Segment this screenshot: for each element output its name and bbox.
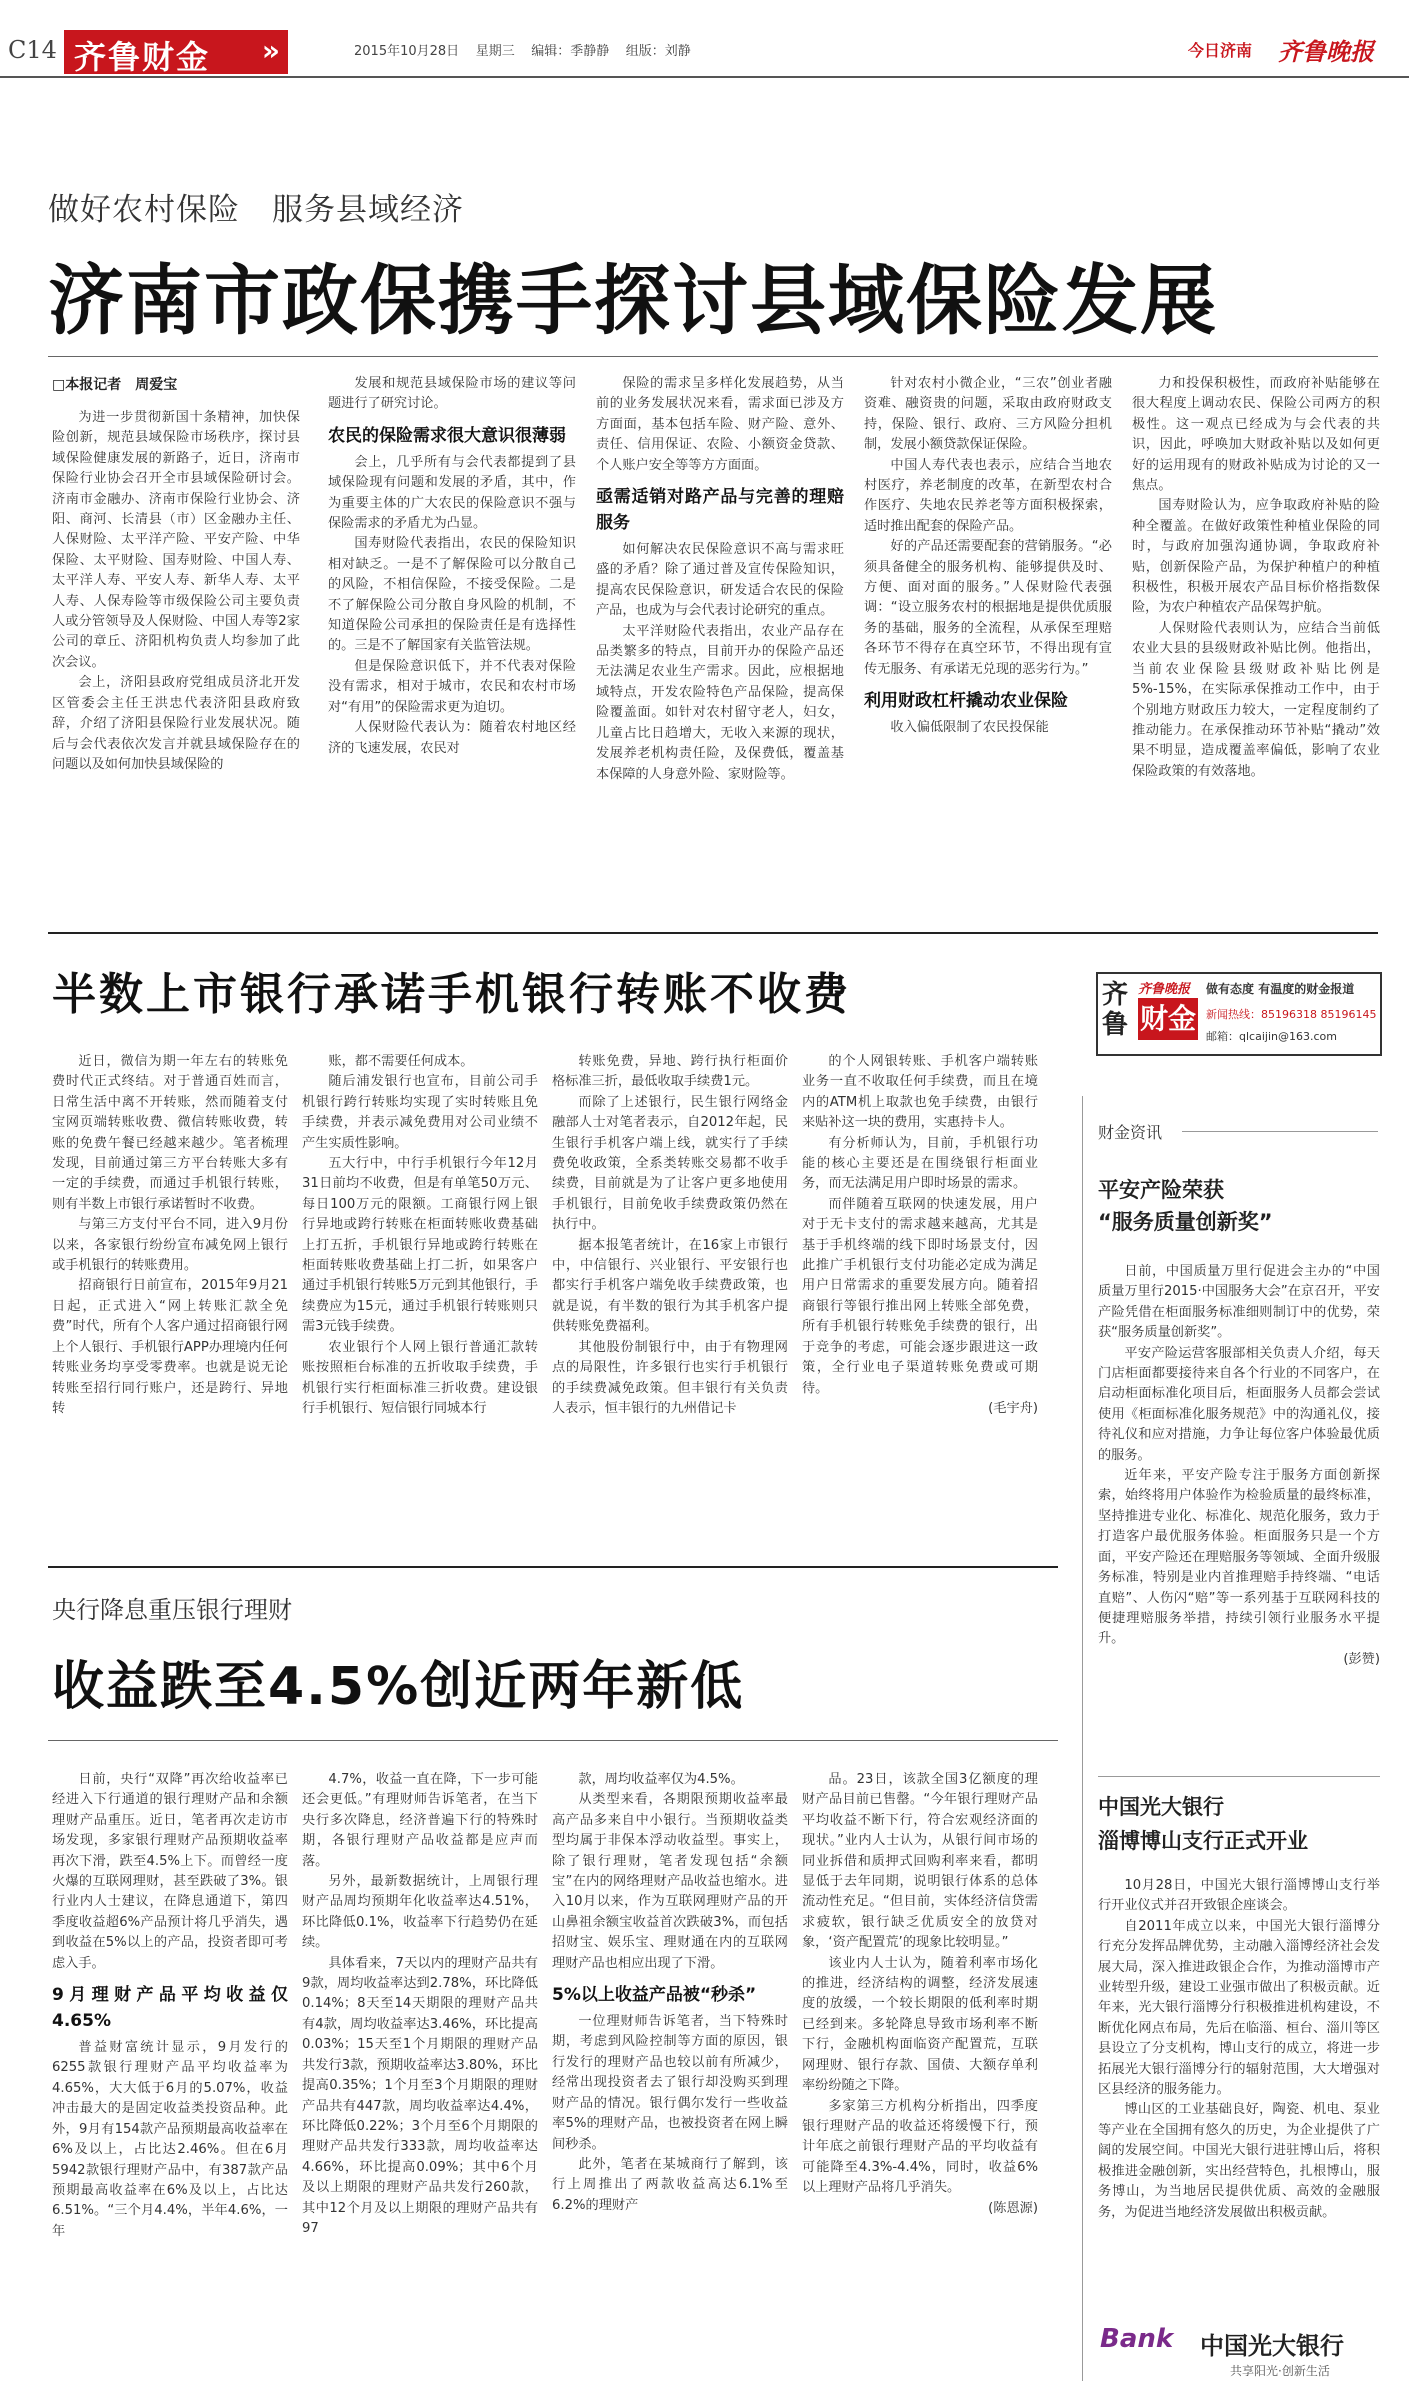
paragraph: 据本报笔者统计，在16家上市银行中，中信银行、兴业银行、平安银行也都实行手机客户端免收手续费政策，也就是说，有半数的银行为其手机客户提供转账免费福利。 — [552, 1237, 788, 1335]
sidebar-section — [1098, 1120, 1378, 1143]
paragraph: 一位理财师告诉笔者，当下特殊时期，考虑到风险控制等方面的原因，银行发行的理财产品也较以前有所减少，经常出现投资者去了银行却没购买到理财产品的情况。银行偶尔发行一些收益率5%的理财产品，也被投资者在网上瞬间秒杀。 — [552, 2014, 788, 2152]
article2-col-3 — [552, 1052, 788, 1552]
paragraph: 转账免费，异地、跨行执行柜面价格标准三折，最低收取手续费1元。 — [552, 1054, 788, 1090]
paragraph: 具体看来，7天以内的理财产品共有9款，周均收益率达到2.78%，环比降低0.14%；8天至14天期限的理财产品共有4款，周均收益率达3.46%，环比提高0.03%；15天至1个月期限的理财产品共发行3款，预期收益率达3.80%，环比提高0.35%；1个月至3个月期限的理财产品共有447款，周均收益率达4.4%，环比降低0.22%；3个月至6个月期限的理财产品共发行333款，周均收益率达4.66%，环比提高0.09%；其中6个月及以上期限的理财产品共发行260款，其中12个月及以上期限的理财产品共有97 — [302, 1955, 538, 2236]
promo-name-2: 鲁 — [1102, 1010, 1129, 1040]
author-signature: (彭赞) — [1343, 1651, 1380, 1667]
article2-col-4 — [802, 1052, 1038, 1552]
page-number: C14 — [8, 36, 57, 64]
sidebar-item1-body — [1098, 1262, 1380, 1762]
item2-title-line1: 中国光大银行 — [1098, 1795, 1224, 1819]
paragraph: 自2011年成立以来，中国光大银行淄博分行充分发挥品牌优势，主动融入淄博经济社会发展大局，深入推进政银企合作，为推动淄博市产业转型升级，建设工业强市做出了积极贡献。近年来，光大银行淄博分行积极推进机构建设，不断优化网点布局，先后在临淄、桓台、淄川等区县设立了分支机构，博山支行的成立，将进一步拓展光大银行淄博分行的辐射范围，大大增强对区县经济的服务能力。 — [1098, 1918, 1380, 2098]
sidebar-divider — [1082, 1096, 1083, 2381]
promo-tag: 财金 — [1138, 998, 1198, 1040]
paragraph: 招商银行日前宣布，2015年9月21日起，正式进入“网上转账汇款全免费”时代，所有个人客户通过招商银行网上个人银行、手机银行APP办理境内任何转账业务均享受零费率。也就是说无论转账至招行同行账户，还是跨行、异地转 — [52, 1278, 288, 1416]
article3-rule — [48, 1740, 1058, 1741]
paragraph: 随后浦发银行也宣布，目前公司手机银行跨行转账均实现了实时转账且免手续费，并表示减免费用对公司业绩不产生实质性影响。 — [302, 1074, 538, 1151]
article1-col-5 — [1132, 374, 1380, 920]
promo-box — [1096, 972, 1382, 1056]
bank-logo-prefix: Bank — [1100, 2324, 1174, 2354]
item1-title-line2: “服务质量创新奖” — [1098, 1210, 1273, 1234]
promo-slogan-1: 做有态度 — [1206, 982, 1255, 996]
sidebar-item-divider — [1098, 1776, 1380, 1777]
paragraph: 保险的需求呈多样化发展趋势，从当前的业务发展状况来看，需求面已涉及方方面面，基本包括车险、财产险、意外、责任、信用保证、农险、小额资金贷款、个人账户安全等等方方面面。 — [596, 376, 844, 473]
issue-date: 2015年10月28日 — [354, 44, 460, 59]
paragraph: 但是保险意识低下，并不代表对保险没有需求，相对于城市，农民和农村市场对“有用”的保险需求更为迫切。 — [328, 658, 576, 715]
item2-title-line2: 淄博博山支行正式开业 — [1098, 1829, 1308, 1853]
article1-col-2 — [328, 374, 576, 920]
paragraph: 与第三方支付平台不同，进入9月份以来，各家银行纷纷宣布减免网上银行或手机银行的转账费用。 — [52, 1217, 288, 1274]
article1-col-3 — [596, 374, 844, 920]
paragraph: 此外，笔者在某城商行了解到，该行上周推出了两款收益高达6.1%至6.2%的理财产 — [552, 2156, 788, 2213]
paragraph: 发展和规范县域保险市场的建议等问题进行了研究讨论。 — [328, 376, 576, 412]
hotline-number: 85196318 85196145 — [1261, 1008, 1377, 1021]
mail-address: qlcaijin@163.com — [1239, 1030, 1337, 1043]
date-line — [354, 40, 691, 59]
section-title: 齐鲁财金 — [74, 38, 211, 76]
paragraph: 中国人寿代表也表示，应结合当地农村医疗，养老制度的改革，在新型农村合作医疗、失地农民养老等方面积极探索，适时推出配套的保险产品。 — [864, 457, 1112, 534]
promo-name-1: 齐 — [1102, 980, 1129, 1010]
paragraph: 农业银行个人网上银行普通汇款转账按照柜台标准的五折收取手续费，手机银行实行柜面标准三折收费。建设银行手机银行、短信银行同城本行 — [302, 1339, 538, 1416]
edition-label: 今日济南 — [1188, 41, 1253, 60]
paragraph: 好的产品还需要配套的营销服务。“必须具备健全的服务机构、能够提供及时、方便、面对面的服务。”人保财险代表强调：“设立服务农村的根据地是提供优质服务的基础，服务的全流程，从承保至理赔各环节不得存在真空环节，不得出现有宣传无服务、有承诺无兑现的恶劣行为。” — [864, 539, 1112, 677]
paragraph: 国寿财险认为，应争取政府补贴的险种全覆盖。在做好政策性种植业保险的同时，与政府加强沟通协调，争取政府补贴，创新保险产品，为保护种植户的种植积极性，积极开展农产品目标价格指数保险，为农户种植农产品保驾护航。 — [1132, 498, 1380, 616]
subhead: 9月理财产品平均收益仅4.65% — [52, 1985, 288, 2032]
paper-logo: 齐鲁晚报 — [1278, 37, 1374, 66]
paragraph: 4.7%，收益一直在降，下一步可能还会更低。”有理财师告诉笔者，在当下央行多次降息，经济普遍下行的特殊时期，各银行理财产品收益都是应声而落。 — [302, 1772, 538, 1869]
mail-label: 邮箱： — [1206, 1030, 1239, 1043]
article2-headline: 半数上市银行承诺手机银行转账不收费 — [52, 969, 851, 1020]
paragraph: 有分析师认为，目前，手机银行功能的核心主要还是在围绕银行柜面业务，而无法满足用户即时场景的需求。 — [802, 1135, 1038, 1192]
paragraph: 国寿财险代表指出，农民的保险知识相对缺乏。一是不了解保险可以分散自己的风险，不相信保险，不接受保险。二是不了解保险公司分散自身风险的机制，不知道保险公司承担的保险责任是有选择性的。三是不了解国家有关监管法规。 — [328, 536, 576, 654]
paragraph: 款，周均收益率仅为4.5%。 — [578, 1772, 744, 1787]
paragraph: 会上，几乎所有与会代表都提到了县域保险现有问题和发展的矛盾，其中，作为重要主体的广大农民的保险意识不强与保险需求的矛盾尤为凸显。 — [328, 454, 576, 532]
paragraph: 近年来，平安产险专注于服务方面创新探索，始终将用户体验作为检验质量的最终标准，坚持推进专业化、标准化、规范化服务，致力于打造客户最优服务体验。柜面服务只是一个方面，平安产险还在理赔服务等领域、全面升级服务标准，特别是业内首推理赔手持终端、“电话直赔”、人伤闪“赔”等一系列基于互联网科技的便捷理赔服务举措，持续引领行业服务水平提升。 — [1098, 1468, 1380, 1647]
article1-rule — [48, 356, 1378, 357]
article1-byline: □本报记者 周爱宝 — [52, 377, 178, 393]
promo-slogan-2: 有温度的财金报道 — [1258, 982, 1355, 996]
paragraph: 如何解决农民保险意识不高与需求旺盛的矛盾？除了通过普及宣传保险知识，提高农民保险意识，研发适合农民的保险产品，也成为与会代表讨论研究的重点。 — [596, 542, 844, 619]
article1-col-1 — [52, 408, 300, 920]
sidebar-item2-body — [1098, 1876, 1380, 2316]
paragraph: 多家第三方机构分析指出，四季度银行理财产品的收益还将缓慢下行，预计年底之前银行理财产品的平均收益有可能降至4.3%-4.4%，同时，收益6%以上理财产品将几乎消失。 — [802, 2098, 1038, 2196]
paragraph: 为进一步贯彻新国十条精神，加快保险创新，规范县域保险市场秩序，探讨县域保险健康发展的新路子，近日，济南市保险行业协会召开全市县域保险研讨会。济南市金融办、济南市保险行业协会、济阳、商河、长清县（市）区金融办主任、人保财险、太平洋产险、平安产险、中华保险、太平财险、国寿财险、中国人寿、太平洋人寿、平安人寿、新华人寿、太平人寿、人保寿险等市级保险公司主要负责人或分管领导及人保财险、中国人寿等2家公司的章丘、济阳机构负责人均参加了此次会议。 — [52, 410, 300, 670]
item1-title-line1: 平安产险荣获 — [1098, 1178, 1224, 1202]
paragraph: 从类型来看，各期限预期收益率最高产品多来自中小银行。当预期收益类型均属于非保本浮动收益型。事实上，除了银行理财，笔者发现包括“余额宝”在内的网络理财产品收益也缩水。进入10月以来，作为互联网理财产品的开山鼻祖余额宝收益首次跌破3%，而包括招财宝、娱乐宝、理财通在内的互联网理财产品也相应出现了下滑。 — [552, 1792, 788, 1971]
paragraph: 而除了上述银行，民生银行网络金融部人士对笔者表示，自2012年起，民生银行手机客户端上线，就实行了手续费免收政策，全系类转账交易都不收手续费，目前就是为了让客户更多地使用手机银行，目前免收手续费政策仍然在执行中。 — [552, 1094, 788, 1233]
article3-col-4 — [802, 1770, 1038, 2380]
paragraph: 力和投保积极性，而政府补贴能够在很大程度上调动农民、保险公司两方的积极性。这一观点已经成为与会代表的共识，因此，呼唤加大财政补贴以及如何更好的运用现有的财政补贴成为讨论的又一焦点。 — [1132, 376, 1380, 494]
paragraph: 博山区的工业基础良好，陶瓷、机电、泵业等产业在全国拥有悠久的历史，为企业提供了广阔的发展空间。中国光大银行进驻博山后，将积极推进金融创新，实出经营特色，扎根博山，服务博山，为当地居民提供优质、高效的金融服务，为促进当地经济发展做出积极贡献。 — [1098, 2102, 1380, 2220]
paragraph: 品。23日，该款全国3亿额度的理财产品目前已售罄。“今年银行理财产品平均收益不断下行，符合宏观经济面的现状。”业内人士认为，从银行间市场的同业拆借和质押式回购利率来看，都明显低于去年同期，说明银行体系的总体流动性充足。“但目前，实体经济信贷需求疲软，银行缺乏优质安全的放贷对象，‘资产配置荒’的现象比较明显。” — [802, 1772, 1038, 1951]
subhead: 农民的保险需求很大意识很薄弱 — [328, 425, 566, 446]
chevron-right-icon: » — [261, 34, 280, 67]
sidebar-item2-title — [1098, 1790, 1388, 1858]
article1-kicker: 做好农村保险 服务县域经济 — [48, 192, 464, 228]
masthead-rule — [0, 76, 1409, 78]
article1-headline: 济南市政保携手探讨县域保险发展 — [48, 256, 1218, 345]
paragraph: 另外，最新数据统计，上周银行理财产品周均预期年化收益率达4.51%，环比降低0.1%，收益率下行趋势仍在延续。 — [302, 1874, 538, 1951]
sidebar-item1-title — [1098, 1174, 1388, 1238]
masthead — [0, 0, 1409, 74]
promo-paper: 齐鲁晚报 — [1138, 982, 1191, 997]
promo-slogan — [1206, 980, 1354, 997]
bank-logo-name: 中国光大银行 — [1200, 2332, 1344, 2360]
paragraph: 针对农村小微企业，“三农”创业者融资难、融资贵的问题，采取由政府财政支持，保险、银行、政府、三方风险分担机制，发展小额贷款保证保险。 — [864, 376, 1112, 453]
article2-col-1 — [52, 1052, 288, 1552]
paragraph: 收入偏低限制了农民投保能 — [890, 720, 1049, 736]
article2-bottom-rule — [48, 1566, 1058, 1568]
paragraph: 该业内人士认为，随着利率市场化的推进，经济结构的调整，经济发展速度的放缓，一个较长期限的低利率时期已经到来。多轮降息导致市场利率不断下行，金融机构面临资产配置荒，互联网理财、银行存款、国债、大额存单利率纷纷随之下降。 — [802, 1955, 1038, 2094]
promo-mail — [1206, 1028, 1337, 1044]
paragraph: 人保财险代表则认为，应结合当前低农业大县的县级财政补贴比例。他指出，当前农业保险县级财政补贴比例是5%-15%，在实际承保推动工作中，由于个别地方财政压力较大，一定程度制约了推动能力。在承保推动环节补贴“撬动”效果不明显，造成覆盖率偏低，影响了农业保险政策的有效落地。 — [1132, 620, 1380, 779]
subhead: 利用财政杠杆撬动农业保险 — [864, 691, 1068, 712]
article3-col-2 — [302, 1770, 538, 2380]
paragraph: 其他股份制银行中，由于有物理网点的局限性，许多银行也实行手机银行的手续费减免政策。但丰银行有关负责人表示，恒丰银行的九州借记卡 — [552, 1339, 788, 1416]
layout-credit: 组版：刘静 — [625, 44, 691, 59]
paragraph: 10月28日，中国光大银行淄博博山支行举行开业仪式并召开致银企座谈会。 — [1098, 1878, 1380, 1914]
article1-bottom-rule — [48, 932, 1378, 934]
article3-kicker: 央行降息重压银行理财 — [52, 1596, 292, 1624]
paragraph: 人保财险代表认为：随着农村地区经济的飞速发展，农民对 — [328, 720, 576, 756]
sidebar-section-label: 财金资讯 — [1098, 1123, 1163, 1142]
editor-credit: 编辑：季静静 — [531, 44, 610, 59]
paragraph: 账，都不需要任何成本。 — [328, 1054, 474, 1069]
author-signature: (陈恩源) — [988, 2200, 1038, 2216]
paragraph: 近日，微信为期一年左右的转账免费时代正式终结。对于普通百姓而言，日常生活中离不开转账，然而随着支付宝网页端转账收费、微信转账收费，转账的免费午餐已经越来越少。笔者梳理发现，目前通过第三方平台转账大多有一定的手续费，而通过手机银行转账，则有半数上市银行承诺暂时不收费。 — [52, 1054, 288, 1212]
paragraph: 的个人网银转账、手机客户端转账业务一直不收取任何手续费，而且在境内的ATM机上取款也免手续费，由银行来贴补这一块的费用，实惠持卡人。 — [802, 1054, 1038, 1131]
paragraph: 会上，济阳县政府党组成员济北开发区管委会主任王洪忠代表济阳县政府致辞，介绍了济阳县保险行业发展状况。随后与会代表依次发言并就县域保险存在的问题以及如何加快县域保险的 — [52, 675, 300, 772]
article3-col-1 — [52, 1770, 288, 2380]
bank-logo — [1100, 2324, 1380, 2382]
subhead: 亟需适销对路产品与完善的理赔服务 — [596, 487, 844, 534]
subhead: 5%以上收益产品被“秒杀” — [552, 1985, 757, 2006]
hotline-label: 新闻热线： — [1206, 1008, 1261, 1021]
issue-weekday: 星期三 — [475, 44, 515, 59]
author-signature: (毛宇舟) — [988, 1400, 1038, 1416]
paragraph: 五大行中，中行手机银行今年12月31日前均不收费，但是有单笔50万元、每日100万元的限额。工商银行网上银行异地或跨行转账在柜面转账收费基础上打五折，手机银行异地或跨行转账在柜面转账收费基础上打二折，如果客户通过手机银行转账5万元到其他银行，手续费应为15元，通过手机银行转账则只需3元钱手续费。 — [302, 1156, 538, 1335]
article1-col-4 — [864, 374, 1112, 920]
article3-col-3 — [552, 1770, 788, 2380]
bank-logo-slogan: 共享阳光·创新生活 — [1230, 2364, 1330, 2378]
paragraph: 日前，央行“双降”再次给收益率已经进入下行通道的银行理财产品和余额理财产品重压。近日，笔者再次走访市场发现，多家银行理财产品预期收益率再次下滑，跌至4.5%上下。而曾经一度火爆的互联网理财，甚至跌破了3%。银行业内人士建议，在降息通道下，第四季度收益超6%产品预计将几乎消失，遇到收益在5%以上的产品，投资者即可考虑入手。 — [52, 1772, 288, 1971]
paragraph: 而伴随着互联网的快速发展，用户对于无卡支付的需求越来越高，尤其是基于手机终端的线下即时场景支付，因此推广手机银行支付功能必定成为满足用户日常需求的重要发展方向。随着招商银行等银行推出网上转账全部免费，所有手机银行转账免手续费的银行，出于竞争的考虑，可能会逐步跟进这一政策，全行业电子渠道转账免费或可期待。 — [802, 1196, 1038, 1396]
paragraph: 平安产险运营客服部相关负责人介绍，每天门店柜面都要接待来自各个行业的不同客户，在启动柜面标准化项目后，柜面服务人员都会尝试使用《柜面标准化服务规范》中的沟通礼仪，接待礼仪和应对措施，力争让每位客户体验最优质的服务。 — [1098, 1345, 1380, 1463]
article3-headline: 收益跌至4.5%创近两年新低 — [52, 1657, 745, 1717]
promo-hotline — [1206, 1006, 1376, 1022]
paragraph: 普益财富统计显示，9月发行的6255款银行理财产品平均收益率为4.65%，大大低于6月的5.07%，收益冲击最大的是固定收益类投资品种。此外，9月有154款产品预期最高收益率在6%及以上，占比达2.46%。但在6月5942款银行理财产品中，有387款产品预期最高收益率在6%及以上，占比达6.51%。“三个月4.4%，半年4.6%，一年 — [52, 2040, 288, 2239]
paragraph: 太平洋财险代表指出，农业产品存在品类繁多的特点，目前开办的保险产品还无法满足农业生产需求。因此，应根据地域特点，开发农险特色产品保险，提高保险覆盖面。如针对农村留守老人，妇女，儿童占比日趋增大，无收入来源的现状，发展养老机构责任险，及保费低，覆盖基本保障的人身意外险、家财险等。 — [596, 623, 844, 782]
paragraph: 日前，中国质量万里行促进会主办的“中国质量万里行2015·中国服务大会”在京召开，平安产险凭借在柜面服务标准细则制订中的优势，荣获“服务质量创新奖”。 — [1098, 1264, 1380, 1341]
article2-col-2 — [302, 1052, 538, 1552]
section-logo — [64, 30, 288, 74]
